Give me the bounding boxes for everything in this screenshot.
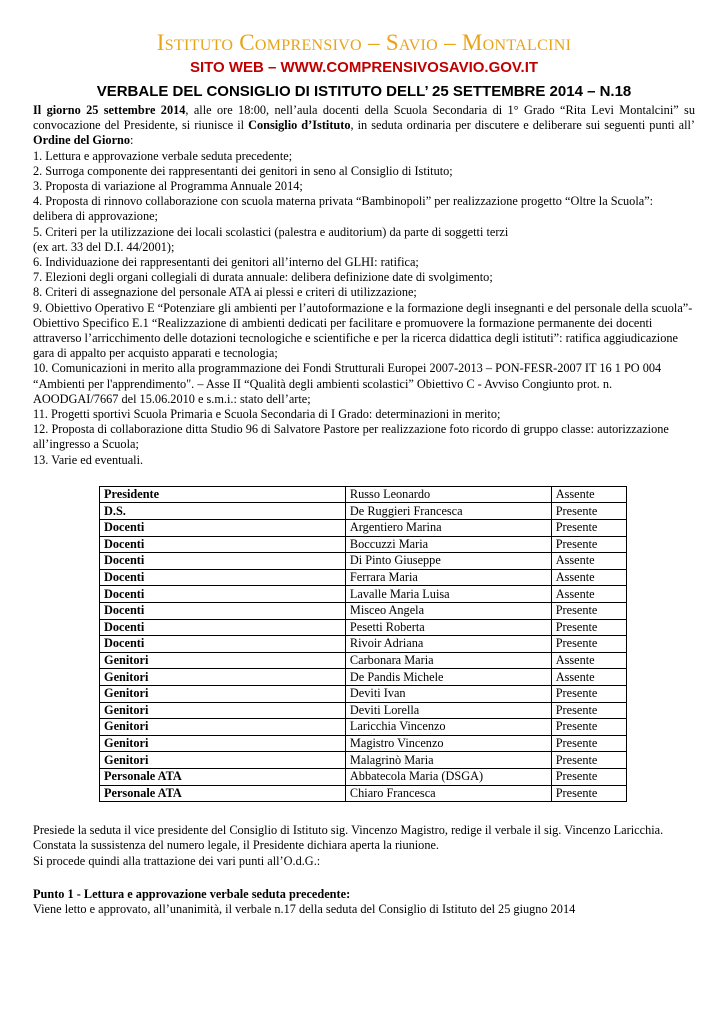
status-cell: Presente — [551, 686, 626, 703]
status-cell: Presente — [551, 768, 626, 785]
agenda-item: 11. Progetti sportivi Scuola Primaria e Scuola Secondaria di I Grado: determinazioni in merito; — [33, 407, 501, 422]
role-cell: Docenti — [100, 536, 346, 553]
status-cell: Assente — [551, 569, 626, 586]
agenda-item: 2. Surroga componente dei rappresentanti dei genitori in seno al Consiglio di Istituto; — [33, 163, 453, 178]
agenda-item: (ex art. 33 del D.I. 44/2001); — [33, 239, 175, 254]
agenda-item: 9. Obiettivo Operativo E “Potenziare gli ambienti per l’autoformazione e la formazione degli insegnanti e del personale della scuola”- Obiettivo Specifico E.1 “Realizzazione di ambienti dedicati per facilitare e promuovere la formazione permanente dei docenti attraverso l’arricchimento delle dotazioni tecnologiche e scientifiche e per la ricerca didattica degli istituti”: ratifica aggiudicazione gara di appalto per acquisto apparati e tecnologia; — [33, 300, 693, 361]
attendance-table — [99, 486, 627, 802]
agenda-item: 5. Criteri per la utilizzazione dei locali scolastici (palestra e auditorium) da parte di soggetti terzi — [33, 224, 509, 239]
agenda-item: 7. Elezioni degli organi collegiali di durata annuale: delibera definizione date di svolgimento; — [33, 270, 493, 285]
status-cell: Presente — [551, 520, 626, 537]
session-notes — [33, 823, 695, 869]
table-row — [100, 785, 627, 802]
punto-1-heading-text: Punto 1 - Lettura e approvazione verbale seduta precedente: — [33, 886, 351, 901]
table-row — [100, 652, 627, 669]
status-cell: Presente — [551, 503, 626, 520]
name-cell: Pesetti Roberta — [345, 619, 551, 636]
punto-1-section — [33, 887, 695, 917]
meeting-date: Il giorno 25 settembre 2014 — [33, 103, 186, 117]
role-cell: Genitori — [100, 669, 346, 686]
status-cell: Presente — [551, 636, 626, 653]
agenda-item: 3. Proposta di variazione al Programma Annuale 2014; — [33, 179, 303, 194]
name-cell: Lavalle Maria Luisa — [345, 586, 551, 603]
name-cell: Deviti Lorella — [345, 702, 551, 719]
role-cell: Genitori — [100, 702, 346, 719]
table-row — [100, 569, 627, 586]
odg-label: Ordine del Giorno — [33, 133, 131, 148]
name-cell: De Ruggieri Francesca — [345, 503, 551, 520]
name-cell: Chiaro Francesca — [345, 785, 551, 802]
name-cell: Abbatecola Maria (DSGA) — [345, 768, 551, 785]
name-cell: Magistro Vincenzo — [345, 735, 551, 752]
document-page — [33, 30, 695, 917]
session-note: Presiede la seduta il vice presidente del Consiglio di Istituto sig. Vincenzo Magistro, redige il verbale il sig. Vincenzo Laricchia. — [33, 823, 664, 838]
table-row — [100, 636, 627, 653]
agenda-item: 1. Lettura e approvazione verbale seduta precedente; — [33, 148, 293, 163]
agenda-list — [33, 149, 695, 468]
table-row — [100, 719, 627, 736]
name-cell: Rivoir Adriana — [345, 636, 551, 653]
intro-text-2: , in seduta ordinaria per discutere e deliberare sui seguenti punti all’ — [350, 118, 696, 133]
name-cell: De Pandis Michele — [345, 669, 551, 686]
table-row — [100, 735, 627, 752]
agenda-item: 13. Varie ed eventuali. — [33, 452, 144, 467]
table-row — [100, 619, 627, 636]
table-row — [100, 520, 627, 537]
table-row — [100, 702, 627, 719]
status-cell: Assente — [551, 586, 626, 603]
role-cell: Docenti — [100, 569, 346, 586]
table-row — [100, 486, 627, 503]
table-row — [100, 553, 627, 570]
agenda-item: 6. Individuazione dei rappresentanti dei genitori all’interno del GLHI: ratifica; — [33, 255, 419, 270]
role-cell: Docenti — [100, 586, 346, 603]
table-row — [100, 768, 627, 785]
role-cell: Genitori — [100, 735, 346, 752]
role-cell: Presidente — [100, 486, 346, 503]
table-row — [100, 752, 627, 769]
name-cell: Di Pinto Giuseppe — [345, 553, 551, 570]
name-cell: Russo Leonardo — [345, 486, 551, 503]
role-cell: Genitori — [100, 652, 346, 669]
status-cell: Presente — [551, 536, 626, 553]
agenda-item: 8. Criteri di assegnazione del personale ATA ai plessi e criteri di utilizzazione; — [33, 285, 417, 300]
table-row — [100, 536, 627, 553]
role-cell: Docenti — [100, 603, 346, 620]
agenda-item: 10. Comunicazioni in merito alla programmazione dei Fondi Strutturali Europei 2007-2013 – PON-FESR-2007 IT 16 1 PO 004 “Ambienti per l'apprendimento". – Asse II “Qualità degli ambienti scolastici” Obiettivo C - Avviso Congiunto prot. n. AOODGAI/7667 del 15.06.2010 e s.m.i.: stato dell’arte; — [33, 361, 662, 406]
agenda-item: 12. Proposta di collaborazione ditta Studio 96 di Salvatore Pastore per realizzazione foto ricordo di gruppo classe: autorizzazione all’ingresso a Scuola; — [33, 422, 669, 452]
name-cell: Argentiero Marina — [345, 520, 551, 537]
intro-paragraph — [33, 103, 695, 149]
session-note: Si procede quindi alla trattazione dei vari punti all’O.d.G.: — [33, 853, 321, 868]
status-cell: Assente — [551, 553, 626, 570]
table-row — [100, 503, 627, 520]
status-cell: Presente — [551, 702, 626, 719]
table-row — [100, 669, 627, 686]
website-line: SITO WEB – WWW.COMPRENSIVOSAVIO.GOV.IT — [189, 59, 539, 76]
verbale-heading: VERBALE DEL CONSIGLIO DI ISTITUTO DELL’ 25 SETTEMBRE 2014 – N.18 — [96, 83, 632, 100]
table-row — [100, 586, 627, 603]
status-cell: Assente — [551, 669, 626, 686]
name-cell: Misceo Angela — [345, 603, 551, 620]
punto-1-text: Viene letto e approvato, all’unanimità, il verbale n.17 della seduta del Consiglio di Istituto del 25 giugno 2014 — [33, 901, 576, 916]
status-cell: Presente — [551, 603, 626, 620]
intro-text-1: , alle ore 18:00, nell’aula docenti della Scuola Secondaria di 1° Grado “Rita Levi Montalcini” su convocazione del Presidente, si riunisce il — [33, 103, 695, 133]
role-cell: Docenti — [100, 636, 346, 653]
name-cell: Carbonara Maria — [345, 652, 551, 669]
session-note: Constata la sussistenza del numero legale, il Presidente dichiara aperta la riunione. — [33, 838, 440, 853]
role-cell: Genitori — [100, 686, 346, 703]
table-row — [100, 603, 627, 620]
status-cell: Assente — [551, 486, 626, 503]
name-cell: Laricchia Vincenzo — [345, 719, 551, 736]
school-title: Istituto Comprensivo – Savio – Montalcini — [156, 30, 572, 55]
role-cell: Docenti — [100, 619, 346, 636]
role-cell: D.S. — [100, 503, 346, 520]
status-cell: Presente — [551, 619, 626, 636]
role-cell: Genitori — [100, 752, 346, 769]
status-cell: Assente — [551, 652, 626, 669]
name-cell: Deviti Ivan — [345, 686, 551, 703]
name-cell: Boccuzzi Maria — [345, 536, 551, 553]
status-cell: Presente — [551, 719, 626, 736]
role-cell: Personale ATA — [100, 768, 346, 785]
status-cell: Presente — [551, 735, 626, 752]
table-row — [100, 686, 627, 703]
intro-text-3: : — [130, 133, 134, 148]
consiglio-label: Consiglio d’Istituto — [248, 118, 351, 133]
role-cell: Personale ATA — [100, 785, 346, 802]
role-cell: Docenti — [100, 553, 346, 570]
status-cell: Presente — [551, 752, 626, 769]
role-cell: Genitori — [100, 719, 346, 736]
role-cell: Docenti — [100, 520, 346, 537]
agenda-item: 4. Proposta di rinnovo collaborazione con scuola materna privata “Bambinopoli” per realizzazione progetto “Oltre la Scuola”: delibera di approvazione; — [33, 194, 654, 224]
punto-1-heading — [33, 887, 695, 902]
name-cell: Ferrara Maria — [345, 569, 551, 586]
name-cell: Malagrinò Maria — [345, 752, 551, 769]
status-cell: Presente — [551, 785, 626, 802]
